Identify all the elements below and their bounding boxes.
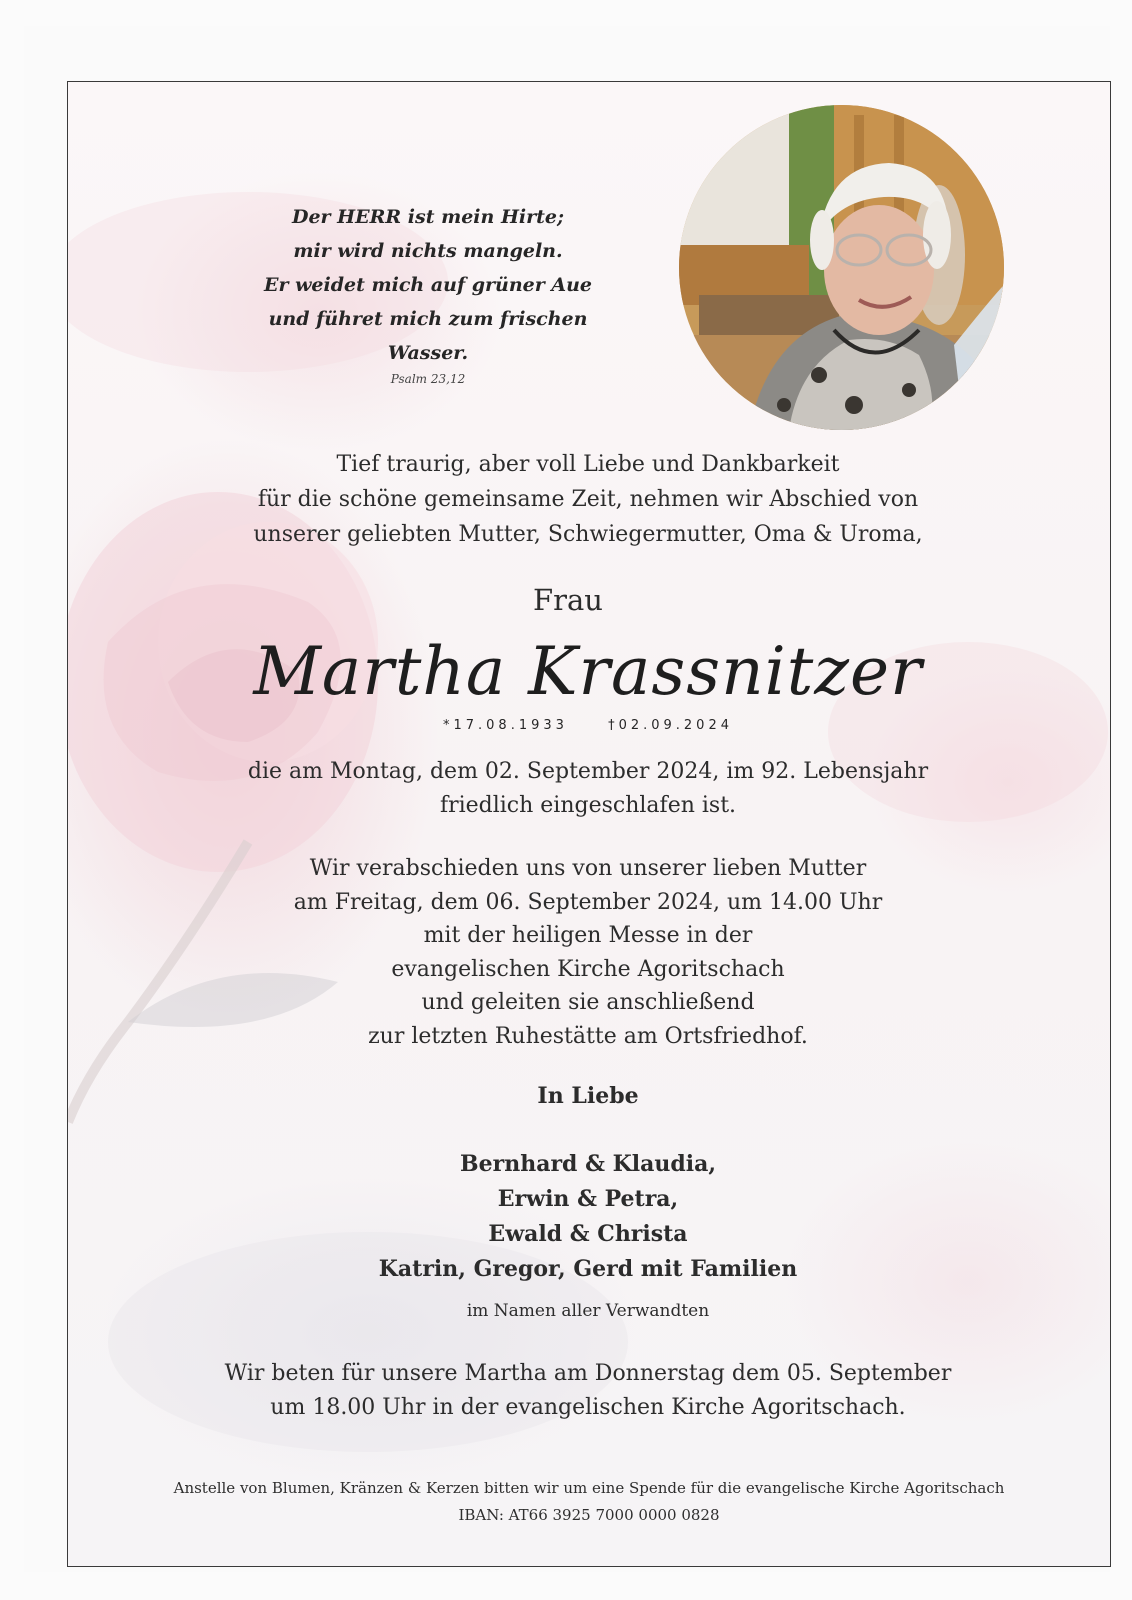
life-dates (368, 718, 808, 733)
family-line: Katrin, Gregor, Gerd mit Familien (378, 1256, 798, 1282)
funeral-line: Wir verabschieden uns von unserer lieben Mutter (309, 856, 867, 881)
funeral-line: evangelischen Kirche Agoritschach (391, 956, 785, 982)
portrait-photo (679, 105, 1004, 430)
iban: IBAN: AT66 3925 7000 0000 0828 (458, 1506, 720, 1524)
scanned-page (24, 26, 1110, 1572)
death-notice-line: die am Montag, dem 02. September 2024, im 92. Lebensjahr (247, 759, 929, 784)
relatives-note: im Namen aller Verwandten (466, 1301, 710, 1321)
funeral-line: am Freitag, dem 06. September 2024, um 14.00 Uhr (293, 889, 883, 915)
obituary-card (67, 81, 1111, 1567)
quote-line: Wasser. (387, 342, 469, 364)
family-names (238, 1147, 938, 1287)
psalm-quote (258, 200, 598, 388)
intro-line: unserer geliebten Mutter, Schwiegermutter, Oma & Uroma, (253, 522, 923, 547)
donation-text: Anstelle von Blumen, Kränzen & Kerzen bitten wir um eine Spende für die evangelische Kirche Agoritschach (173, 1479, 1005, 1497)
family-line: Bernhard & Klaudia, (460, 1151, 716, 1177)
deceased-name: Martha Krassnitzer (253, 633, 923, 710)
prayer-line: Wir beten für unsere Martha am Donnerstag dem 05. September (224, 1361, 952, 1386)
family-line: Ewald & Christa (488, 1221, 688, 1247)
birth-date: *17.08.1933 (442, 718, 568, 733)
deceased-title: Frau (533, 583, 603, 617)
quote-line: Er weidet mich auf grüner Aue (263, 274, 593, 296)
funeral-details (188, 852, 988, 1053)
quote-line: und führet mich zum frischen (268, 308, 588, 330)
funeral-line: und geleiten sie anschließend (421, 990, 755, 1015)
quote-source: Psalm 23,12 (390, 372, 466, 386)
funeral-line: mit der heiligen Messe in der (423, 923, 753, 948)
prayer-notice (138, 1357, 1038, 1425)
funeral-line: zur letzten Ruhestätte am Ortsfriedhof. (368, 1023, 808, 1049)
in-love-heading: In Liebe (537, 1083, 639, 1109)
quote-line: mir wird nichts mangeln. (293, 240, 563, 262)
intro-line: für die schöne gemeinsame Zeit, nehmen wir Abschied von (257, 487, 919, 512)
intro-text (138, 447, 1038, 552)
death-notice-line: friedlich eingeschlafen ist. (439, 793, 737, 818)
donation-note (78, 1475, 1100, 1529)
quote-line: Der HERR ist mein Hirte; (291, 206, 565, 228)
prayer-line: um 18.00 Uhr in der evangelischen Kirche Agoritschach. (270, 1395, 906, 1420)
family-line: Erwin & Petra, (497, 1186, 679, 1212)
intro-line: Tief traurig, aber voll Liebe und Dankbarkeit (336, 452, 840, 477)
death-date: †02.09.2024 (608, 718, 733, 733)
death-notice (138, 755, 1038, 823)
